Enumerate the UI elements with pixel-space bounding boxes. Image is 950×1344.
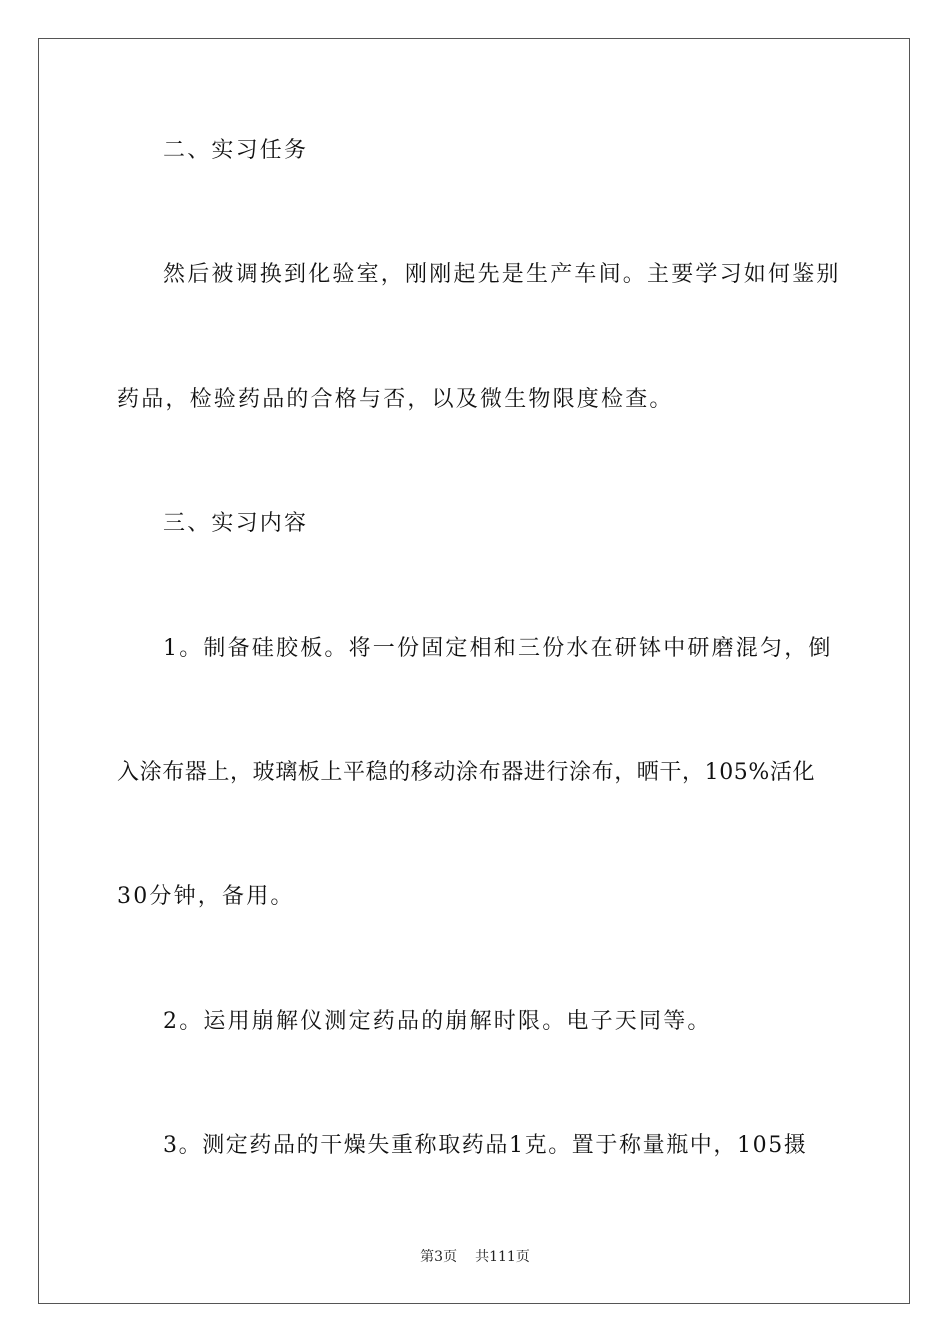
- paragraph-line: 入涂布器上，玻璃板上平稳的移动涂布器进行涂布，晒干，105%活化: [117, 760, 816, 785]
- paragraph-line: 30分钟，备用。: [117, 884, 295, 909]
- paragraph-line: 2。运用崩解仪测定药品的崩解时限。电子天同等。: [163, 1009, 712, 1034]
- page-total: 共111页: [475, 1249, 530, 1265]
- page-number: 第3页: [420, 1249, 458, 1265]
- paragraph-line: 3。测定药品的干燥失重称取药品1克。置于称量瓶中，105摄: [163, 1133, 808, 1158]
- section-heading-tasks: 二、实习任务: [163, 138, 309, 163]
- paragraph-line: 药品，检验药品的合格与否，以及微生物限度检查。: [117, 387, 674, 412]
- page-footer: [0, 1247, 950, 1267]
- paragraph-line: 然后被调换到化验室，刚刚起先是生产车间。主要学习如何鉴别: [163, 262, 841, 287]
- page-frame: [38, 38, 910, 1304]
- paragraph-line: 1。制备硅胶板。将一份固定相和三份水在研钵中研磨混匀，倒: [163, 636, 833, 661]
- section-heading-content: 三、实习内容: [163, 511, 309, 536]
